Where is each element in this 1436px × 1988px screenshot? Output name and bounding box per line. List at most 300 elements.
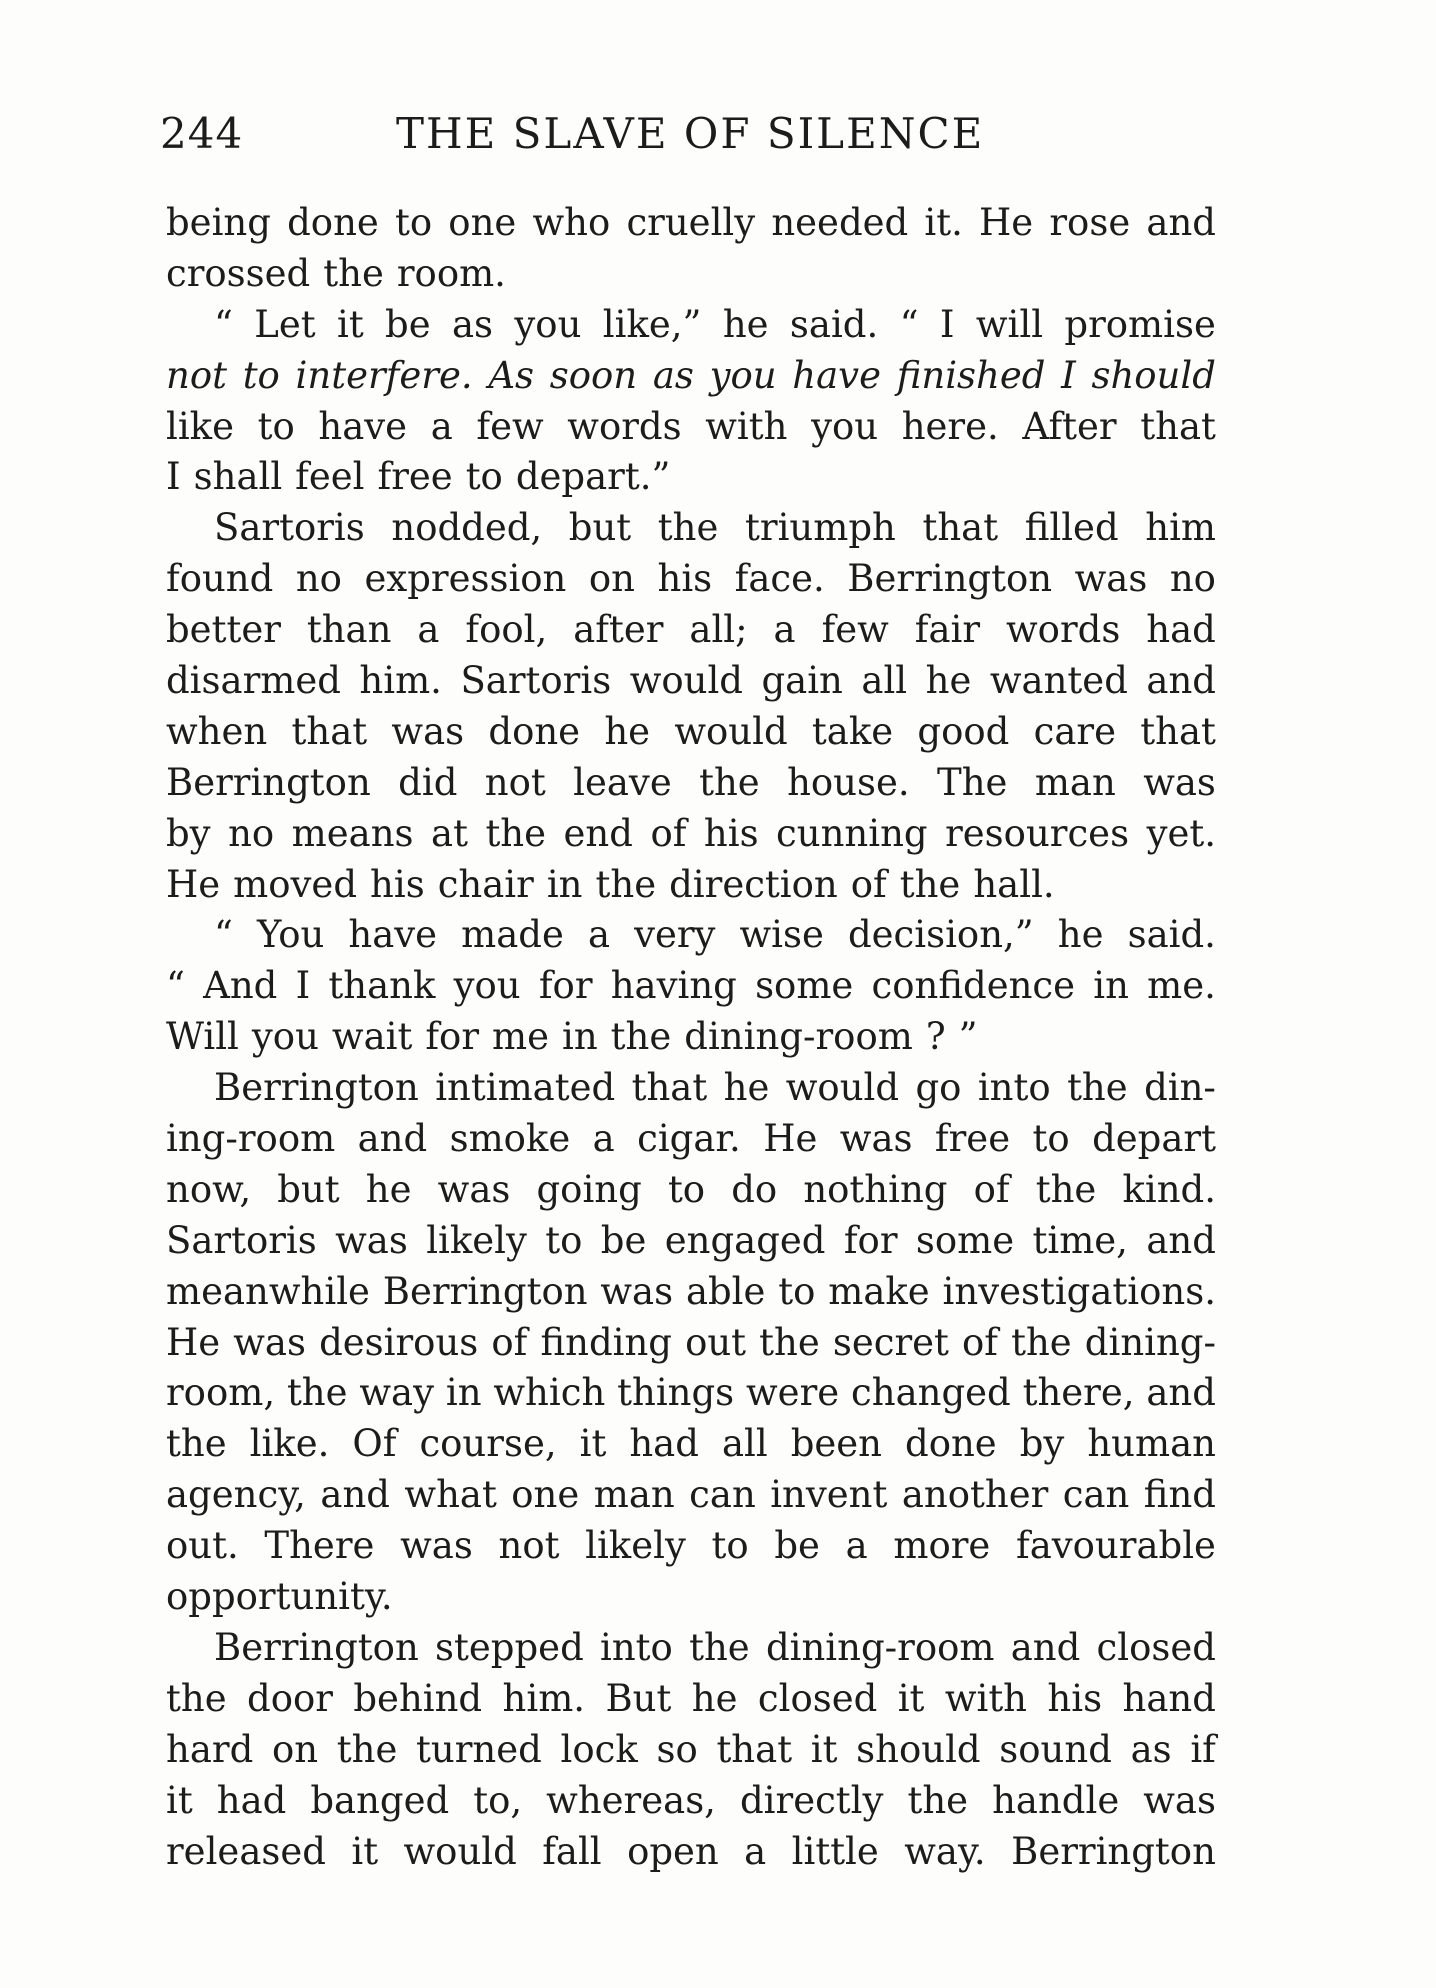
word: not [484,760,546,804]
text-line [166,1470,1216,1521]
word: care [1033,709,1116,753]
word: directly [739,1778,884,1822]
word: gain [761,659,843,703]
word: no [1169,557,1216,601]
word: the [899,862,961,906]
word: behind [353,1676,483,1720]
word: the [657,506,719,550]
word: expression [364,557,567,601]
word: in [562,1015,598,1059]
word: triumph [745,506,896,550]
word: ” [958,1015,978,1059]
word: he [722,302,769,346]
word: of [962,1320,998,1364]
word: that [291,709,368,753]
word: it [351,1829,379,1873]
word: there, [1022,1371,1135,1415]
word: be [774,1524,820,1568]
word: no [228,811,275,855]
word: better [166,608,281,652]
word: finding [540,1320,672,1364]
word: after [573,608,664,652]
word: “ [899,302,919,346]
text-line [166,961,1216,1012]
word: by [1019,1422,1065,1466]
word: as [1130,1727,1172,1771]
word: Will [166,1015,239,1059]
word: a [587,913,610,957]
word: he [604,709,651,753]
word: as [652,353,694,397]
word: have [792,353,881,397]
word: As [488,353,535,397]
word: the [759,1320,820,1364]
word: had [1146,608,1216,652]
word: free [934,1117,1011,1161]
word: “ [214,302,233,346]
word: hand [1122,1676,1216,1720]
word: would [629,659,743,703]
word: agency, [166,1473,306,1517]
text-line [166,1572,1216,1623]
word: to [257,404,295,448]
word: all [861,659,908,703]
word: closed [757,1676,878,1720]
word: way [359,1371,435,1415]
word: and [1010,1625,1081,1669]
text-line [166,1521,1216,1572]
word: thank [328,964,436,1008]
word: that [631,1066,708,1110]
word: way. [904,1829,986,1873]
word: were [746,1371,840,1415]
word: resources [945,811,1130,855]
word: do [731,1167,778,1211]
word: had [629,1422,699,1466]
word: Let [254,302,316,346]
word: opportunity. [166,1575,393,1619]
text-line [166,1114,1216,1165]
word: interfere. [295,353,473,397]
word: have [348,913,438,957]
word: should [1091,353,1216,397]
text-line [166,1827,1216,1878]
word: free [377,455,453,499]
word: Sartoris [460,659,612,703]
word: face. [734,557,825,601]
word: changed [851,1371,1011,1415]
word: it [810,1727,838,1771]
word: that [1140,709,1216,753]
word: invent [770,1473,888,1517]
word: he [925,659,972,703]
word: banged [310,1778,450,1822]
word: little [791,1829,879,1873]
word: out [685,1320,747,1364]
word: and [1146,1371,1216,1415]
word: Berrington [166,760,371,804]
word: should [856,1727,981,1771]
word: in [546,862,583,906]
text-line [166,1165,1216,1216]
word: one [511,1473,580,1517]
word: into [977,1066,1051,1110]
word: He [979,201,1034,244]
word: done [287,201,379,244]
word: good [917,709,1010,753]
word: than [306,608,392,652]
word: I [939,302,955,346]
word: he [723,1066,770,1110]
word: found [166,557,274,601]
word: very [634,913,716,957]
word: for [425,1015,480,1059]
word: it [336,302,364,346]
word: room. [396,251,506,295]
word: some [755,964,854,1008]
word: of [973,1167,1010,1211]
word: would [674,709,788,753]
word: a [845,1524,868,1568]
word: of [850,862,887,906]
word: to [242,353,280,397]
word: wise [739,913,824,957]
text-line [166,1318,1216,1369]
word: at [431,811,468,855]
word: the [907,1778,969,1822]
word: words [567,404,682,448]
word: done [488,709,581,753]
word: fool, [465,608,548,652]
word: ing-room [166,1117,336,1161]
word: did [398,760,458,804]
body-text [166,198,1216,1877]
word: it [897,1676,925,1720]
word: you [251,1015,319,1059]
word: wanted [989,659,1128,703]
word: out. [166,1524,239,1568]
word: but [277,1167,340,1211]
word: for [843,1218,898,1262]
word: not [166,353,227,397]
word: him [1145,506,1216,550]
word: few [476,404,544,448]
word: it [166,1778,193,1822]
word: having [610,964,737,1008]
word: the [699,760,760,804]
word: as [452,302,494,346]
word: the [166,1676,227,1720]
word: which [493,1371,606,1415]
word: din- [1144,1066,1216,1110]
word: if [1190,1727,1216,1771]
text-line [166,300,1216,351]
text-line [166,758,1216,809]
word: was [335,1218,408,1262]
text-line [166,707,1216,758]
word: hall. [973,862,1055,906]
word: his [1047,1676,1103,1720]
word: all [721,1422,768,1466]
word: the [1011,1320,1072,1364]
text-line [166,402,1216,453]
text-line [166,910,1216,961]
word: would [785,1066,900,1110]
word: dining-room [684,1015,913,1059]
word: shall [193,455,283,499]
word: to, [473,1778,523,1822]
word: released [166,1829,326,1873]
word: on [588,557,635,601]
word: depart.” [515,455,671,499]
word: will [975,302,1044,346]
word: to [465,455,503,499]
word: dining-room [765,1625,995,1669]
word: room, [166,1371,276,1415]
word: all; [689,608,748,652]
text-line [166,452,1216,503]
word: going [536,1167,642,1211]
word: like. [249,1422,330,1466]
word: to [545,1218,583,1262]
word: he [691,1676,738,1720]
word: to [711,1524,749,1568]
word: more [893,1524,991,1568]
word: direction [669,862,838,906]
word: fall [542,1829,602,1873]
word: man [1034,760,1116,804]
running-title: THE SLAVE OF SILENCE [396,109,985,158]
word: handle [992,1778,1120,1822]
word: fair [914,608,981,652]
word: was [1143,1778,1216,1822]
text-line [166,1063,1216,1114]
word: rose [1049,201,1131,244]
word: the [323,251,384,295]
word: Berrington [382,1269,588,1313]
word: was [233,1320,306,1364]
word: cigar. [637,1117,741,1161]
text-line [166,605,1216,656]
word: was [437,1167,511,1211]
word: some [915,1218,1015,1262]
word: you [453,964,521,1008]
word: chair [437,862,534,906]
word: me. [1147,964,1216,1008]
word: smoke [449,1117,571,1161]
word: soon [549,353,638,397]
word: few [821,608,889,652]
word: whereas, [546,1778,716,1822]
word: Of [352,1422,397,1466]
word: nodded, [391,506,543,550]
word: was [1074,557,1148,601]
text-line [166,503,1216,554]
word: you [811,404,879,448]
text-line [166,351,1216,402]
word: the [336,1727,398,1771]
word: After [1022,404,1117,448]
word: The [937,760,1008,804]
text-line [166,1725,1216,1776]
word: meanwhile [166,1269,370,1313]
word: had [216,1778,287,1822]
text-line [166,1623,1216,1674]
word: with [944,1676,1028,1720]
word: one [448,201,517,244]
word: secret [832,1320,949,1364]
word: nothing [803,1167,948,1211]
word: said. [789,302,879,346]
word: I [166,455,181,499]
word: and [1146,1218,1216,1262]
text-line [166,1012,1216,1063]
word: a [773,608,796,652]
word: to [667,1167,706,1211]
word: him. [502,1676,586,1720]
word: the [689,1625,750,1669]
text-line [166,249,1216,300]
word: of [491,1320,528,1364]
word: be [600,1218,647,1262]
word: and [357,1117,428,1161]
word: disarmed [166,659,341,703]
word: done [905,1422,997,1466]
word: wait [331,1015,413,1059]
word: not [498,1524,560,1568]
word: now, [166,1167,252,1211]
word: was [600,1269,674,1313]
word: confidence [871,964,1076,1008]
word: the [595,862,657,906]
word: door [247,1676,333,1720]
word: for [538,964,593,1008]
word: closed [1096,1625,1216,1669]
word: when [166,709,268,753]
word: “ [214,913,233,957]
word: Berrington [214,1066,419,1110]
running-head [160,104,1220,164]
word: but [568,506,632,550]
text-line [166,1216,1216,1267]
word: here. [901,404,999,448]
text-line [166,860,1216,911]
word: engaged [664,1218,826,1262]
word: He [166,1320,221,1364]
word: sound [999,1727,1112,1771]
word: who [532,201,611,244]
word: take [811,709,894,753]
word: his [703,811,759,855]
word: Sartoris [214,506,365,550]
word: course, [419,1422,557,1466]
word: to [394,201,433,244]
text-line [166,656,1216,707]
word: that [922,506,999,550]
word: end [563,811,633,855]
word: intimated [435,1066,616,1110]
word: like [166,404,234,448]
word: with [705,404,788,448]
word: you [514,302,582,346]
word: you [709,353,777,397]
word: no [295,557,342,601]
text-line [166,198,1216,249]
word: was [1143,760,1216,804]
word: lock [560,1727,638,1771]
word: would [403,1829,517,1873]
word: He [166,862,221,906]
word: kind. [1122,1167,1216,1211]
word: to [1032,1117,1070,1161]
word: me [492,1015,549,1059]
word: cunning [776,811,928,855]
word: the [1067,1066,1128,1110]
text-line [166,1776,1216,1827]
word: house. [787,760,910,804]
word: I [295,964,311,1008]
word: in [445,1371,482,1415]
word: investigations. [942,1269,1216,1313]
word: moved [233,862,358,906]
word: into [600,1625,673,1669]
word: likely [585,1524,686,1568]
word: There [264,1524,375,1568]
word: the [286,1371,348,1415]
word: Berrington [1011,1829,1216,1873]
word: on [271,1727,319,1771]
word: But [605,1676,672,1720]
word: the [610,1015,672,1059]
text-line [166,1674,1216,1725]
word: means [291,811,414,855]
word: can [689,1473,756,1517]
word: be [385,302,431,346]
word: feel [295,455,365,499]
word: man [593,1473,675,1517]
word: You [256,913,325,957]
word: a [744,1829,767,1873]
word: needed [771,201,909,244]
word: him. [359,659,442,703]
word: able [685,1269,766,1313]
word: depart [1092,1117,1216,1161]
text-line [166,1419,1216,1470]
word: hard [166,1727,254,1771]
word: leave [573,760,672,804]
word: so [656,1727,698,1771]
word: his [370,862,425,906]
word: open [627,1829,719,1873]
word: what [404,1473,497,1517]
word: it [579,1422,607,1466]
word: like,” [602,302,702,346]
word: it. [924,201,963,244]
text-line [166,554,1216,605]
word: said. [1127,913,1216,957]
word: and [1146,201,1216,244]
word: been [790,1422,882,1466]
word: ? [925,1015,946,1059]
word: “ [166,964,185,1008]
word: Berrington [847,557,1053,601]
word: that [716,1727,793,1771]
word: his [657,557,713,601]
word: was [839,1117,913,1161]
word: And [203,964,278,1008]
word: stepped [435,1625,584,1669]
word: yet. [1146,811,1216,855]
